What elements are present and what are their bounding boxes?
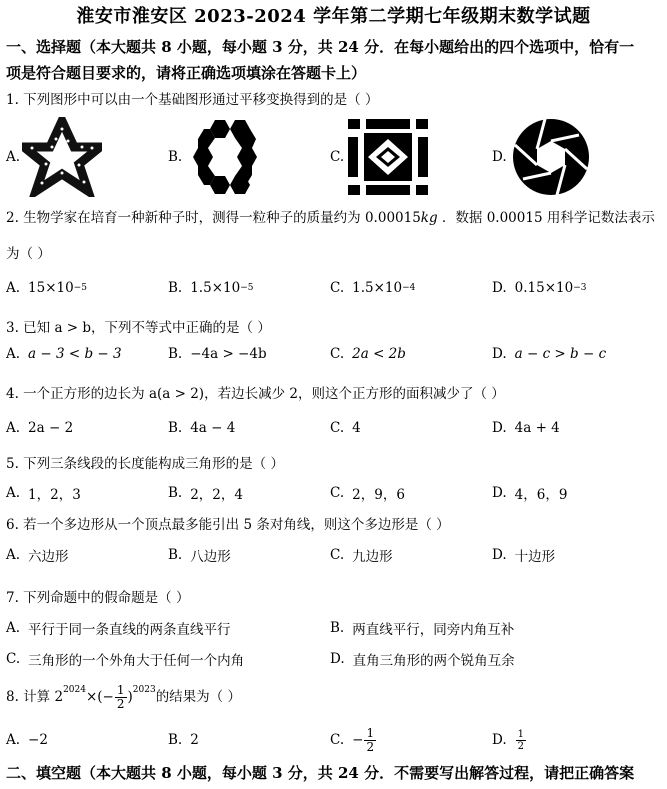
option-label: D. — [330, 651, 345, 667]
question-1-options — [6, 114, 661, 200]
question-6-stem: 6. 若一个多边形从一个顶点最多能引出 5 条对角线，则这个多边形是（ ） — [6, 517, 450, 533]
option-label: B. — [168, 420, 183, 436]
option-label: A. — [6, 732, 21, 748]
option-label: B. — [168, 485, 183, 501]
option-label: B. — [330, 620, 345, 636]
option-text: 4，6，9 — [514, 487, 568, 503]
option-label: B. — [168, 732, 183, 748]
fraction-denominator: 2 — [116, 696, 125, 711]
option-label: D. — [492, 420, 507, 436]
question-7-options-row1 — [6, 618, 661, 642]
option-5a[interactable] — [6, 483, 81, 503]
option-label: A. — [6, 420, 21, 436]
option-label: C. — [330, 280, 345, 296]
option-text: 八边形 — [190, 549, 231, 565]
fraction-numerator: 1 — [366, 725, 375, 740]
option-value: 15×10 — [28, 280, 74, 296]
option-label: A. — [6, 620, 21, 636]
option-2c[interactable] — [330, 280, 415, 296]
fraction-denominator: 2 — [517, 740, 525, 752]
option-text: a − c > b − c — [514, 346, 607, 362]
option-8a[interactable] — [6, 722, 48, 758]
option-label: C. — [330, 149, 345, 165]
square-frame-icon — [346, 117, 430, 197]
option-text: 三角形的一个外角大于任何一个内角 — [28, 653, 245, 669]
question-3-stem: 3. 已知 a > b，下列不等式中正确的是（ ） — [6, 320, 271, 336]
option-label: A. — [6, 485, 21, 501]
option-label: B. — [168, 346, 183, 362]
option-2a[interactable] — [6, 280, 87, 296]
option-3c[interactable] — [330, 346, 406, 362]
option-text: 十边形 — [514, 549, 556, 565]
option-5c[interactable] — [330, 483, 405, 503]
option-8d[interactable] — [492, 722, 527, 758]
option-prefix: − — [352, 732, 364, 748]
option-label: B. — [168, 547, 183, 563]
option-1a[interactable] — [6, 114, 102, 200]
option-text: 2 — [190, 732, 199, 748]
option-value: 0.15×10 — [514, 280, 574, 296]
option-6a[interactable] — [6, 545, 69, 565]
option-text: a − 3 < b − 3 — [28, 346, 122, 362]
question-3-options — [6, 346, 661, 370]
question-8-stem-b: 的结果为（ ） — [155, 689, 241, 705]
option-4d[interactable] — [492, 420, 560, 436]
option-value: 1.5×10 — [352, 280, 403, 296]
option-value: 1.5×10 — [190, 280, 241, 296]
option-exponent: −5 — [73, 283, 87, 293]
question-6-options — [6, 545, 661, 569]
question-5-stem: 5. 下列三条线段的长度能构成三角形的是（ ） — [6, 456, 284, 472]
option-7c[interactable] — [6, 649, 244, 669]
option-7d[interactable] — [330, 649, 515, 669]
option-5d[interactable] — [492, 483, 567, 503]
question-7-options-row2 — [6, 649, 661, 673]
option-6d[interactable] — [492, 545, 555, 565]
option-1c[interactable] — [330, 114, 430, 200]
option-label: B. — [168, 149, 183, 165]
option-text: 2，2，4 — [190, 487, 243, 503]
question-8-fraction — [115, 684, 127, 711]
question-1-stem: 1. 下列图形中可以由一个基础图形通过平移变换得到的是（ ） — [6, 92, 379, 108]
option-text: 4 — [352, 420, 361, 436]
option-text: 2a < 2b — [352, 346, 406, 362]
option-3b[interactable] — [168, 346, 267, 362]
question-8-exponent-1: 2024 — [63, 685, 86, 695]
option-8b[interactable] — [168, 722, 199, 758]
question-4-options — [6, 420, 661, 444]
question-2-stem-b: ．数据 0.00015 用科学记数法表示 — [441, 210, 655, 226]
option-exponent: −3 — [573, 283, 587, 293]
question-8-options — [6, 722, 661, 758]
option-text: −2 — [28, 732, 48, 748]
option-text: 平行于同一条直线的两条直线平行 — [28, 622, 231, 638]
option-label: A. — [6, 149, 21, 165]
option-label: C. — [330, 732, 345, 748]
option-label: C. — [6, 651, 21, 667]
question-8-stem-a: 8. 计算 2 — [6, 689, 64, 705]
fraction-numerator: 1 — [517, 728, 525, 740]
option-text: 2a − 2 — [28, 420, 74, 436]
option-7a[interactable] — [6, 618, 231, 638]
option-text: 六边形 — [28, 549, 69, 565]
option-text: 4a + 4 — [514, 420, 560, 436]
option-label: C. — [330, 485, 345, 501]
option-7b[interactable] — [330, 618, 514, 638]
exam-title: 淮安市淮安区 2023-2024 学年第二学期七年级期末数学试题 — [76, 6, 591, 27]
option-label: C. — [330, 420, 345, 436]
option-label: D. — [492, 732, 507, 748]
question-4-stem: 4. 一个正方形的边长为 a(a > 2)，若边长减少 2，则这个正方形的面积减少了（ ） — [6, 386, 505, 402]
question-2-stem — [6, 208, 661, 228]
question-2-unit: kg — [420, 210, 438, 226]
fraction-numerator: 1 — [116, 682, 125, 697]
question-2-stem-cont: 为（ ） — [6, 246, 51, 262]
option-label: C. — [330, 346, 345, 362]
film-star-icon — [22, 117, 102, 197]
section-one-header-cont: 项是符合题目要求的，请将正确选项填涂在答题卡上） — [6, 64, 367, 82]
option-label: C. — [330, 547, 345, 563]
option-text: 两直线平行，同旁内角互补 — [352, 622, 515, 638]
option-label: D. — [492, 280, 507, 296]
option-label: D. — [492, 149, 507, 165]
option-label: B. — [168, 280, 183, 296]
option-label: A. — [6, 346, 21, 362]
option-label: A. — [6, 547, 21, 563]
option-label: D. — [492, 346, 507, 362]
question-8-exponent-2: 2023 — [132, 685, 156, 695]
question-7-stem: 7. 下列命题中的假命题是（ ） — [6, 590, 190, 606]
question-8-close: ) — [127, 689, 133, 705]
question-5-options — [6, 483, 661, 507]
option-3a[interactable] — [6, 346, 122, 362]
option-fraction — [364, 727, 376, 754]
option-text: −4a > −4b — [190, 346, 267, 362]
question-2-options — [6, 280, 661, 304]
question-2-value: 0.00015 — [364, 210, 421, 226]
question-2-stem-a: 2. 生物学家在培育一种新种子时，测得一粒种子的质量约为 — [6, 210, 361, 226]
option-6b[interactable] — [168, 545, 231, 565]
option-4c[interactable] — [330, 420, 361, 436]
option-1b[interactable] — [168, 114, 266, 200]
hexagon-ring-icon — [184, 117, 266, 197]
fraction-denominator: 2 — [366, 739, 375, 754]
option-text: 直角三角形的两个锐角互余 — [352, 653, 515, 669]
camera-shutter-icon — [509, 117, 593, 197]
option-2d[interactable] — [492, 280, 586, 296]
option-label: A. — [6, 280, 21, 296]
question-8-stem-mid: ×(− — [85, 689, 114, 705]
option-text: 九边形 — [352, 549, 393, 565]
option-text: 2，9，6 — [352, 487, 405, 503]
option-4b[interactable] — [168, 420, 235, 436]
option-exponent: −4 — [402, 283, 416, 293]
section-two-header: 二、填空题（本大题共 8 小题，每小题 3 分，共 24 分．不需要写出解答过程，请把正确答案 — [6, 764, 635, 782]
option-6c[interactable] — [330, 545, 393, 565]
option-label: D. — [492, 547, 507, 563]
option-1d[interactable] — [492, 114, 593, 200]
option-fraction — [516, 729, 526, 752]
question-8-stem — [6, 680, 661, 714]
option-text: 4a − 4 — [190, 420, 236, 436]
option-4a[interactable] — [6, 420, 73, 436]
option-5b[interactable] — [168, 483, 243, 503]
option-text: 1，2，3 — [28, 487, 81, 503]
option-label: D. — [492, 485, 507, 501]
option-exponent: −5 — [240, 283, 254, 293]
option-3d[interactable] — [492, 346, 606, 362]
option-2b[interactable] — [168, 280, 253, 296]
section-one-header: 一、选择题（本大题共 8 小题，每小题 3 分，共 24 分．在每小题给出的四个选项中，恰有一 — [6, 38, 635, 56]
option-8c[interactable] — [330, 722, 377, 758]
